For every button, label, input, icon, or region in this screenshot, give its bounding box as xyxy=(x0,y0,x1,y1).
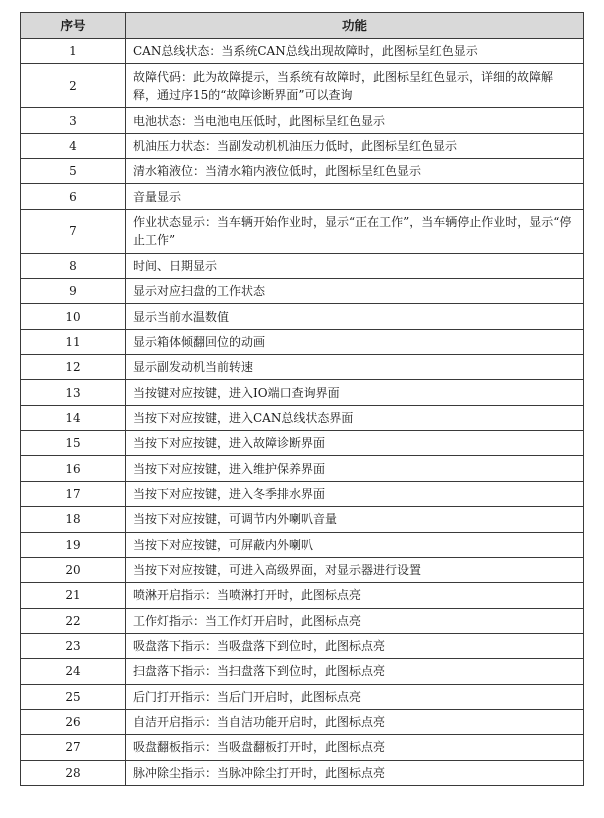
table-row xyxy=(21,405,584,430)
row-number: 26 xyxy=(21,709,126,734)
table-row xyxy=(21,735,584,760)
table-row xyxy=(21,304,584,329)
table-row xyxy=(21,431,584,456)
table-row xyxy=(21,684,584,709)
row-number: 20 xyxy=(21,557,126,582)
table-row xyxy=(21,481,584,506)
row-function: 故障代码：此为故障提示，当系统有故障时，此图标呈红色显示，详细的故障解释，通过序15的“故障诊断界面”可以查询 xyxy=(126,64,584,108)
row-number: 14 xyxy=(21,405,126,430)
row-number: 5 xyxy=(21,159,126,184)
row-function: 当按键对应按键，进入IO端口查询界面 xyxy=(126,380,584,405)
row-function: 当按下对应按键，可调节内外喇叭音量 xyxy=(126,507,584,532)
table-row xyxy=(21,380,584,405)
row-number: 22 xyxy=(21,608,126,633)
row-number: 6 xyxy=(21,184,126,209)
header-function: 功能 xyxy=(126,13,584,39)
row-number: 25 xyxy=(21,684,126,709)
table-row xyxy=(21,760,584,785)
table-row xyxy=(21,329,584,354)
row-function: 当按下对应按键，进入冬季排水界面 xyxy=(126,481,584,506)
row-number: 12 xyxy=(21,355,126,380)
row-function: 喷淋开启指示：当喷淋打开时，此图标点亮 xyxy=(126,583,584,608)
row-function: 脉冲除尘指示：当脉冲除尘打开时，此图标点亮 xyxy=(126,760,584,785)
row-function: 扫盘落下指示：当扫盘落下到位时，此图标点亮 xyxy=(126,659,584,684)
row-function: 自洁开启指示：当自洁功能开启时，此图标点亮 xyxy=(126,709,584,734)
row-number: 16 xyxy=(21,456,126,481)
row-number: 21 xyxy=(21,583,126,608)
row-function: 显示对应扫盘的工作状态 xyxy=(126,279,584,304)
table-row xyxy=(21,184,584,209)
row-number: 9 xyxy=(21,279,126,304)
row-function: 吸盘翻板指示：当吸盘翻板打开时，此图标点亮 xyxy=(126,735,584,760)
row-number: 10 xyxy=(21,304,126,329)
row-number: 27 xyxy=(21,735,126,760)
header-row xyxy=(21,13,584,39)
row-function: 当按下对应按键，进入CAN总线状态界面 xyxy=(126,405,584,430)
table-row xyxy=(21,557,584,582)
row-number: 8 xyxy=(21,253,126,278)
table-row xyxy=(21,209,584,253)
row-function: 机油压力状态：当副发动机机油压力低时，此图标呈红色显示 xyxy=(126,133,584,158)
function-table xyxy=(20,12,584,786)
row-function: CAN总线状态：当系统CAN总线出现故障时，此图标呈红色显示 xyxy=(126,39,584,64)
row-number: 24 xyxy=(21,659,126,684)
table-row xyxy=(21,355,584,380)
table-header xyxy=(21,13,584,39)
table-row xyxy=(21,583,584,608)
row-number: 2 xyxy=(21,64,126,108)
row-number: 19 xyxy=(21,532,126,557)
table-row xyxy=(21,253,584,278)
row-function: 清水箱液位：当清水箱内液位低时，此图标呈红色显示 xyxy=(126,159,584,184)
row-function: 音量显示 xyxy=(126,184,584,209)
row-number: 23 xyxy=(21,633,126,658)
row-number: 4 xyxy=(21,133,126,158)
row-number: 1 xyxy=(21,39,126,64)
row-function: 工作灯指示：当工作灯开启时，此图标点亮 xyxy=(126,608,584,633)
table-row xyxy=(21,39,584,64)
row-function: 当按下对应按键，进入维护保养界面 xyxy=(126,456,584,481)
table-row xyxy=(21,159,584,184)
table-row xyxy=(21,64,584,108)
row-number: 17 xyxy=(21,481,126,506)
table-row xyxy=(21,633,584,658)
table-row xyxy=(21,532,584,557)
row-function: 时间、日期显示 xyxy=(126,253,584,278)
table-row xyxy=(21,133,584,158)
table-body xyxy=(21,39,584,786)
table-row xyxy=(21,279,584,304)
table-row xyxy=(21,456,584,481)
row-function: 电池状态：当电池电压低时，此图标呈红色显示 xyxy=(126,108,584,133)
table-row xyxy=(21,108,584,133)
row-number: 18 xyxy=(21,507,126,532)
row-number: 15 xyxy=(21,431,126,456)
header-number: 序号 xyxy=(21,13,126,39)
row-function: 显示副发动机当前转速 xyxy=(126,355,584,380)
row-number: 28 xyxy=(21,760,126,785)
row-function: 当按下对应按键，进入故障诊断界面 xyxy=(126,431,584,456)
table-row xyxy=(21,507,584,532)
row-function: 后门打开指示：当后门开启时，此图标点亮 xyxy=(126,684,584,709)
row-function: 当按下对应按键，可屏蔽内外喇叭 xyxy=(126,532,584,557)
row-function: 显示箱体倾翻回位的动画 xyxy=(126,329,584,354)
table-row xyxy=(21,709,584,734)
table-row xyxy=(21,608,584,633)
row-function: 作业状态显示：当车辆开始作业时，显示“正在工作”，当车辆停止作业时，显示“停止工作” xyxy=(126,209,584,253)
row-number: 7 xyxy=(21,209,126,253)
row-number: 13 xyxy=(21,380,126,405)
row-function: 当按下对应按键，可进入高级界面，对显示器进行设置 xyxy=(126,557,584,582)
table-row xyxy=(21,659,584,684)
row-function: 显示当前水温数值 xyxy=(126,304,584,329)
row-function: 吸盘落下指示：当吸盘落下到位时，此图标点亮 xyxy=(126,633,584,658)
row-number: 11 xyxy=(21,329,126,354)
row-number: 3 xyxy=(21,108,126,133)
